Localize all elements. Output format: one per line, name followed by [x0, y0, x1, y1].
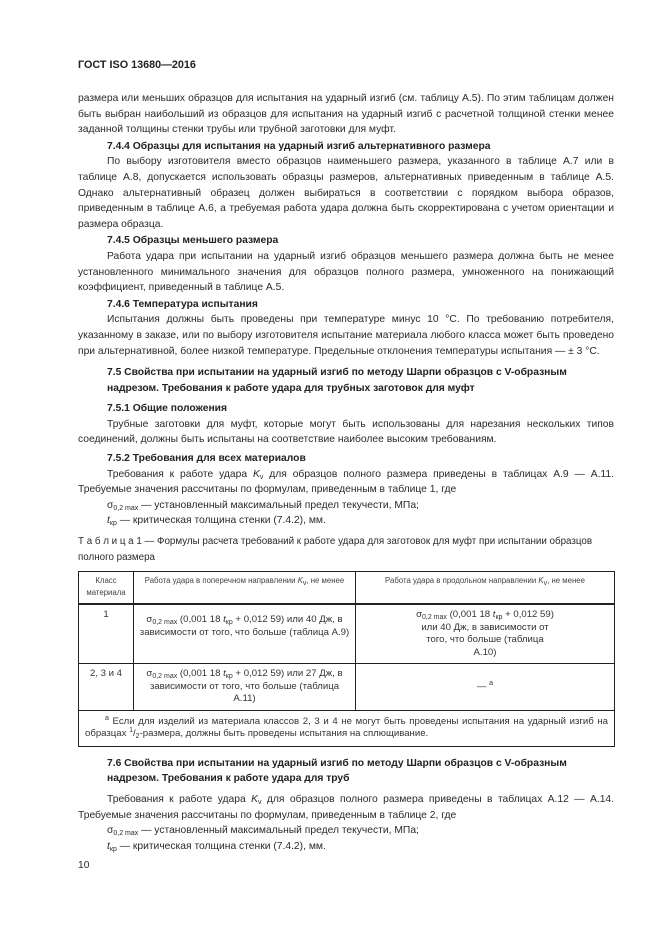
- table-footnote-row: [79, 710, 615, 746]
- cell-longitudinal: $\sigma_{0,2 max}$ (0,001 18 $t_{кр} + 0,012$ 59) или 40 Дж, в зависимости от того, что больше (таблица А.10): [356, 604, 615, 664]
- table-caption: Т а б л и ц а 1 — Формулы расчета требований к работе удара для заготовок для муфт при испытании образцов полного размера: [78, 536, 593, 563]
- heading-7-4-4: 7.4.4 Образцы для испытания на ударный изгиб альтернативного размера: [107, 140, 491, 152]
- paragraph-7-4-4: По выбору изготовителя вместо образцов наименьшего размера, указанного в таблице А.7 или в таблице А.8, допускается использовать образцы размеров, альтернативных приведенным в таблице А.5. Однако альтернативный образец должен выбираться в соответствии с порядком выбора образов, приведенным в таблице А.6, а требуемая работа удара должна быть скорректирована с учетом ориентации и размера образца.: [78, 156, 614, 230]
- definition-sigma-7-6: $\sigma_{0,2 max}$ — установленный максимальный предел текучести, МПа;: [107, 825, 419, 838]
- heading-7-5-1: 7.5.1 Общие положения: [107, 403, 227, 415]
- page-body: [78, 91, 614, 871]
- cell-transverse: $\sigma_{0,2 max}$ (0,001 18 $t_{кр} + 0,012$ 59) или 40 Дж, в зависимости от того, что больше (таблица А.9): [134, 604, 356, 664]
- table-header-row: [79, 572, 615, 605]
- paragraph-7-4-6: Испытания должны быть проведены при температуре минус 10 °С. По требованию потребителя, указанному в заказе, или по выбору изготовителя испытание материала любого класса может быть проведено при альтернативной, более низкой температуре. Предельные отклонения температуры испытания — ± 3 °С.: [78, 314, 614, 357]
- cell-class: 2, 3 и 4: [79, 664, 134, 711]
- header-class: Класс материала: [79, 572, 134, 605]
- definition-sigma: $\sigma_{0,2 max}$ — установленный максимальный предел текучести, МПа;: [107, 499, 419, 512]
- cell-longitudinal: — $^a$: [356, 664, 615, 711]
- table-footnote: $^a$ Если для изделий из материала классов 2, 3 и 4 не могут быть проведены испытания на ударный изгиб на образцах $^1/_2$-размера, должны быть проведены испытания на сплющивание.: [79, 710, 615, 746]
- heading-7-4-6: 7.4.6 Температура испытания: [107, 298, 258, 310]
- heading-7-5-2: 7.5.2 Требования для всех материалов: [107, 453, 306, 465]
- definition-t-7-6: $t_{кр}$ — критическая толщина стенки (7.4.2), мм.: [107, 840, 326, 853]
- definition-t: $t_{кр}$ — критическая толщина стенки (7.4.2), мм.: [107, 515, 326, 528]
- table-row: [79, 604, 615, 664]
- heading-7-6: 7.6 Свойства при испытании на ударный изгиб по методу Шарпи образцов с V-образным надрезом. Требования к работе удара для труб: [107, 757, 567, 785]
- paragraph-7-5-2: Требования к работе удара $K_v$ для образцов полного размера приведены в таблицах А.9 — А.11. Требуемые значения рассчитаны по формулам, приведенным в таблице 1, где: [78, 468, 614, 496]
- table-row: [79, 664, 615, 711]
- paragraph-7-5-1: Трубные заготовки для муфт, которые могут быть использованы для нарезания нескольких типов соединений, должны быть испытаны на соответствие наиболее высоким требованиям.: [78, 418, 614, 446]
- heading-7-5: 7.5 Свойства при испытании на ударный изгиб по методу Шарпи образцов с V-образным надрезом. Требования к работе удара для трубных заготовок для муфт: [107, 367, 567, 394]
- heading-7-4-5: 7.4.5 Образцы меньшего размера: [107, 235, 279, 247]
- paragraph-intro: размера или меньших образцов для испытания на ударный изгиб (см. таблицу А.5). По этим таблицам должен быть выбран наибольший из образцов для испытания на ударный изгиб с расчетной толщиной стенки менее заданной толщины стенки трубы или трубной заготовки для муфт.: [78, 93, 614, 136]
- paragraph-7-4-5: Работа удара при испытании на ударный изгиб образцов меньшего размера должна быть не менее установленного минимального значения для образцов полного размера, умноженного на понижающий коэффициент, приведенный в таблице А.5.: [78, 250, 614, 294]
- cell-class: 1: [79, 604, 134, 664]
- paragraph-7-6: Требования к работе удара $K_v$ для образцов полного размера приведены в таблицах А.12 — А.14. Требуемые значения рассчитаны по формулам, приведенным в таблице 2, где: [78, 793, 615, 821]
- cell-transverse: $\sigma_{0,2 max}$ (0,001 18 $t_{кр} + 0,012$ 59) или 27 Дж, в зависимости от того, что больше (таблица А.11): [134, 664, 356, 711]
- table-1: [78, 571, 615, 747]
- document-code-header: ГОСТ ISO 13680—2016: [78, 59, 196, 71]
- page-number: 10: [78, 860, 90, 872]
- header-longitudinal: Работа удара в продольном направлении $K_v$, не менее: [356, 572, 615, 605]
- header-transverse: Работа удара в поперечном направлении $K_v$, не менее: [134, 572, 356, 605]
